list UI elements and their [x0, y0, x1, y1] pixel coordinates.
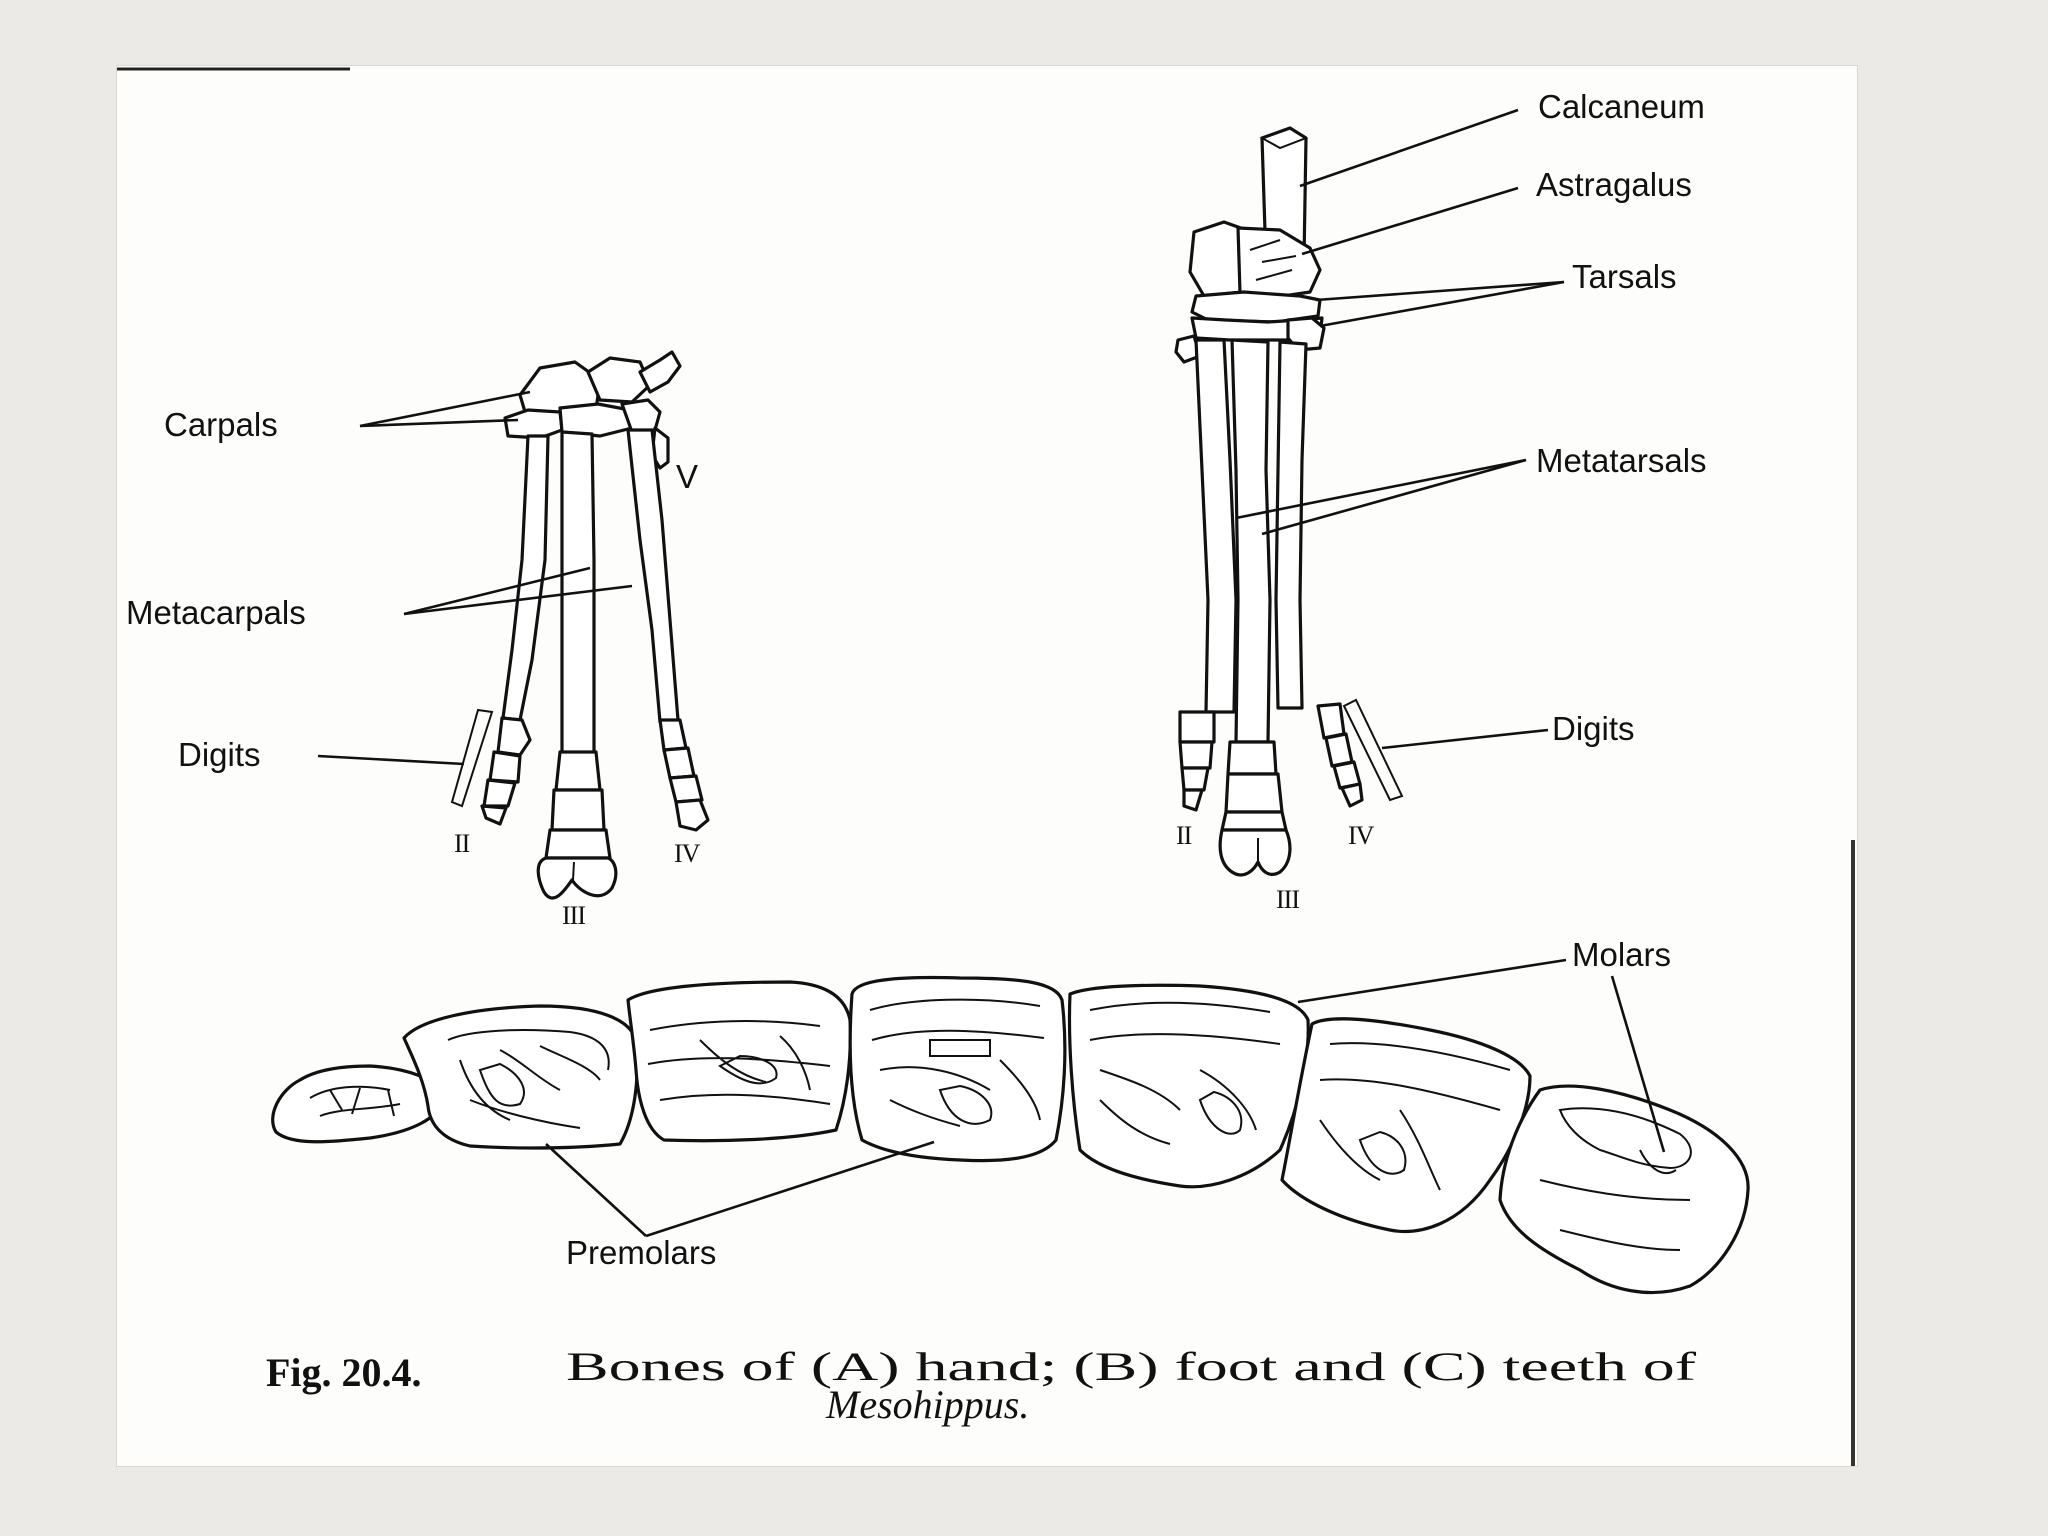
label-tarsals: Tarsals [1572, 258, 1677, 295]
label-digit-v: V [676, 458, 699, 495]
tooth-molar-1 [1069, 985, 1308, 1186]
hand-digit-iii [538, 752, 616, 898]
label-foot-ii: II [1176, 821, 1192, 850]
teeth-row [273, 978, 1748, 1293]
foot-tarsals [1176, 128, 1324, 362]
tooth-premolar-2 [404, 1006, 637, 1148]
tooth-premolar-1 [273, 1066, 444, 1142]
label-hand-iii: III [562, 901, 585, 930]
caption-figure-number: Fig. 20.4. [266, 1350, 422, 1395]
tooth-premolar-4 [850, 978, 1065, 1161]
caption-genus: Mesohippus. [826, 1382, 1030, 1427]
label-metatarsals: Metatarsals [1536, 442, 1707, 479]
foot-skeleton [1176, 128, 1402, 875]
tooth-premolar-3 [628, 982, 850, 1141]
label-hand-iv: IV [674, 839, 700, 868]
hand-digit-iv [660, 720, 708, 830]
hand-digit-ii [482, 718, 530, 824]
label-digits-hand: Digits [178, 736, 261, 773]
label-digits-foot: Digits [1552, 710, 1635, 747]
label-premolars: Premolars [566, 1234, 717, 1271]
tooth-molar-3 [1500, 1086, 1748, 1292]
label-astragalus: Astragalus [1536, 166, 1692, 203]
label-carpals: Carpals [164, 406, 278, 443]
label-foot-iv: IV [1348, 821, 1374, 850]
label-foot-iii: III [1276, 885, 1299, 914]
tooth-molar-2 [1282, 1019, 1530, 1232]
foot-metatarsals [1196, 340, 1306, 742]
label-molars: Molars [1572, 936, 1672, 973]
foot-digit-iii [1220, 742, 1290, 875]
hand-skeleton [452, 352, 708, 898]
caption-text: Bones of (A) hand; (B) foot and (C) teeth of [566, 1344, 1698, 1389]
label-calcaneum: Calcaneum [1538, 88, 1705, 125]
foot-digit-ii [1180, 712, 1214, 810]
figure-caption [266, 1344, 1697, 1427]
foot-digit-iv [1318, 704, 1362, 806]
label-metacarpals: Metacarpals [126, 594, 306, 631]
hand-metacarpals [503, 430, 678, 760]
label-hand-ii: II [454, 829, 470, 858]
